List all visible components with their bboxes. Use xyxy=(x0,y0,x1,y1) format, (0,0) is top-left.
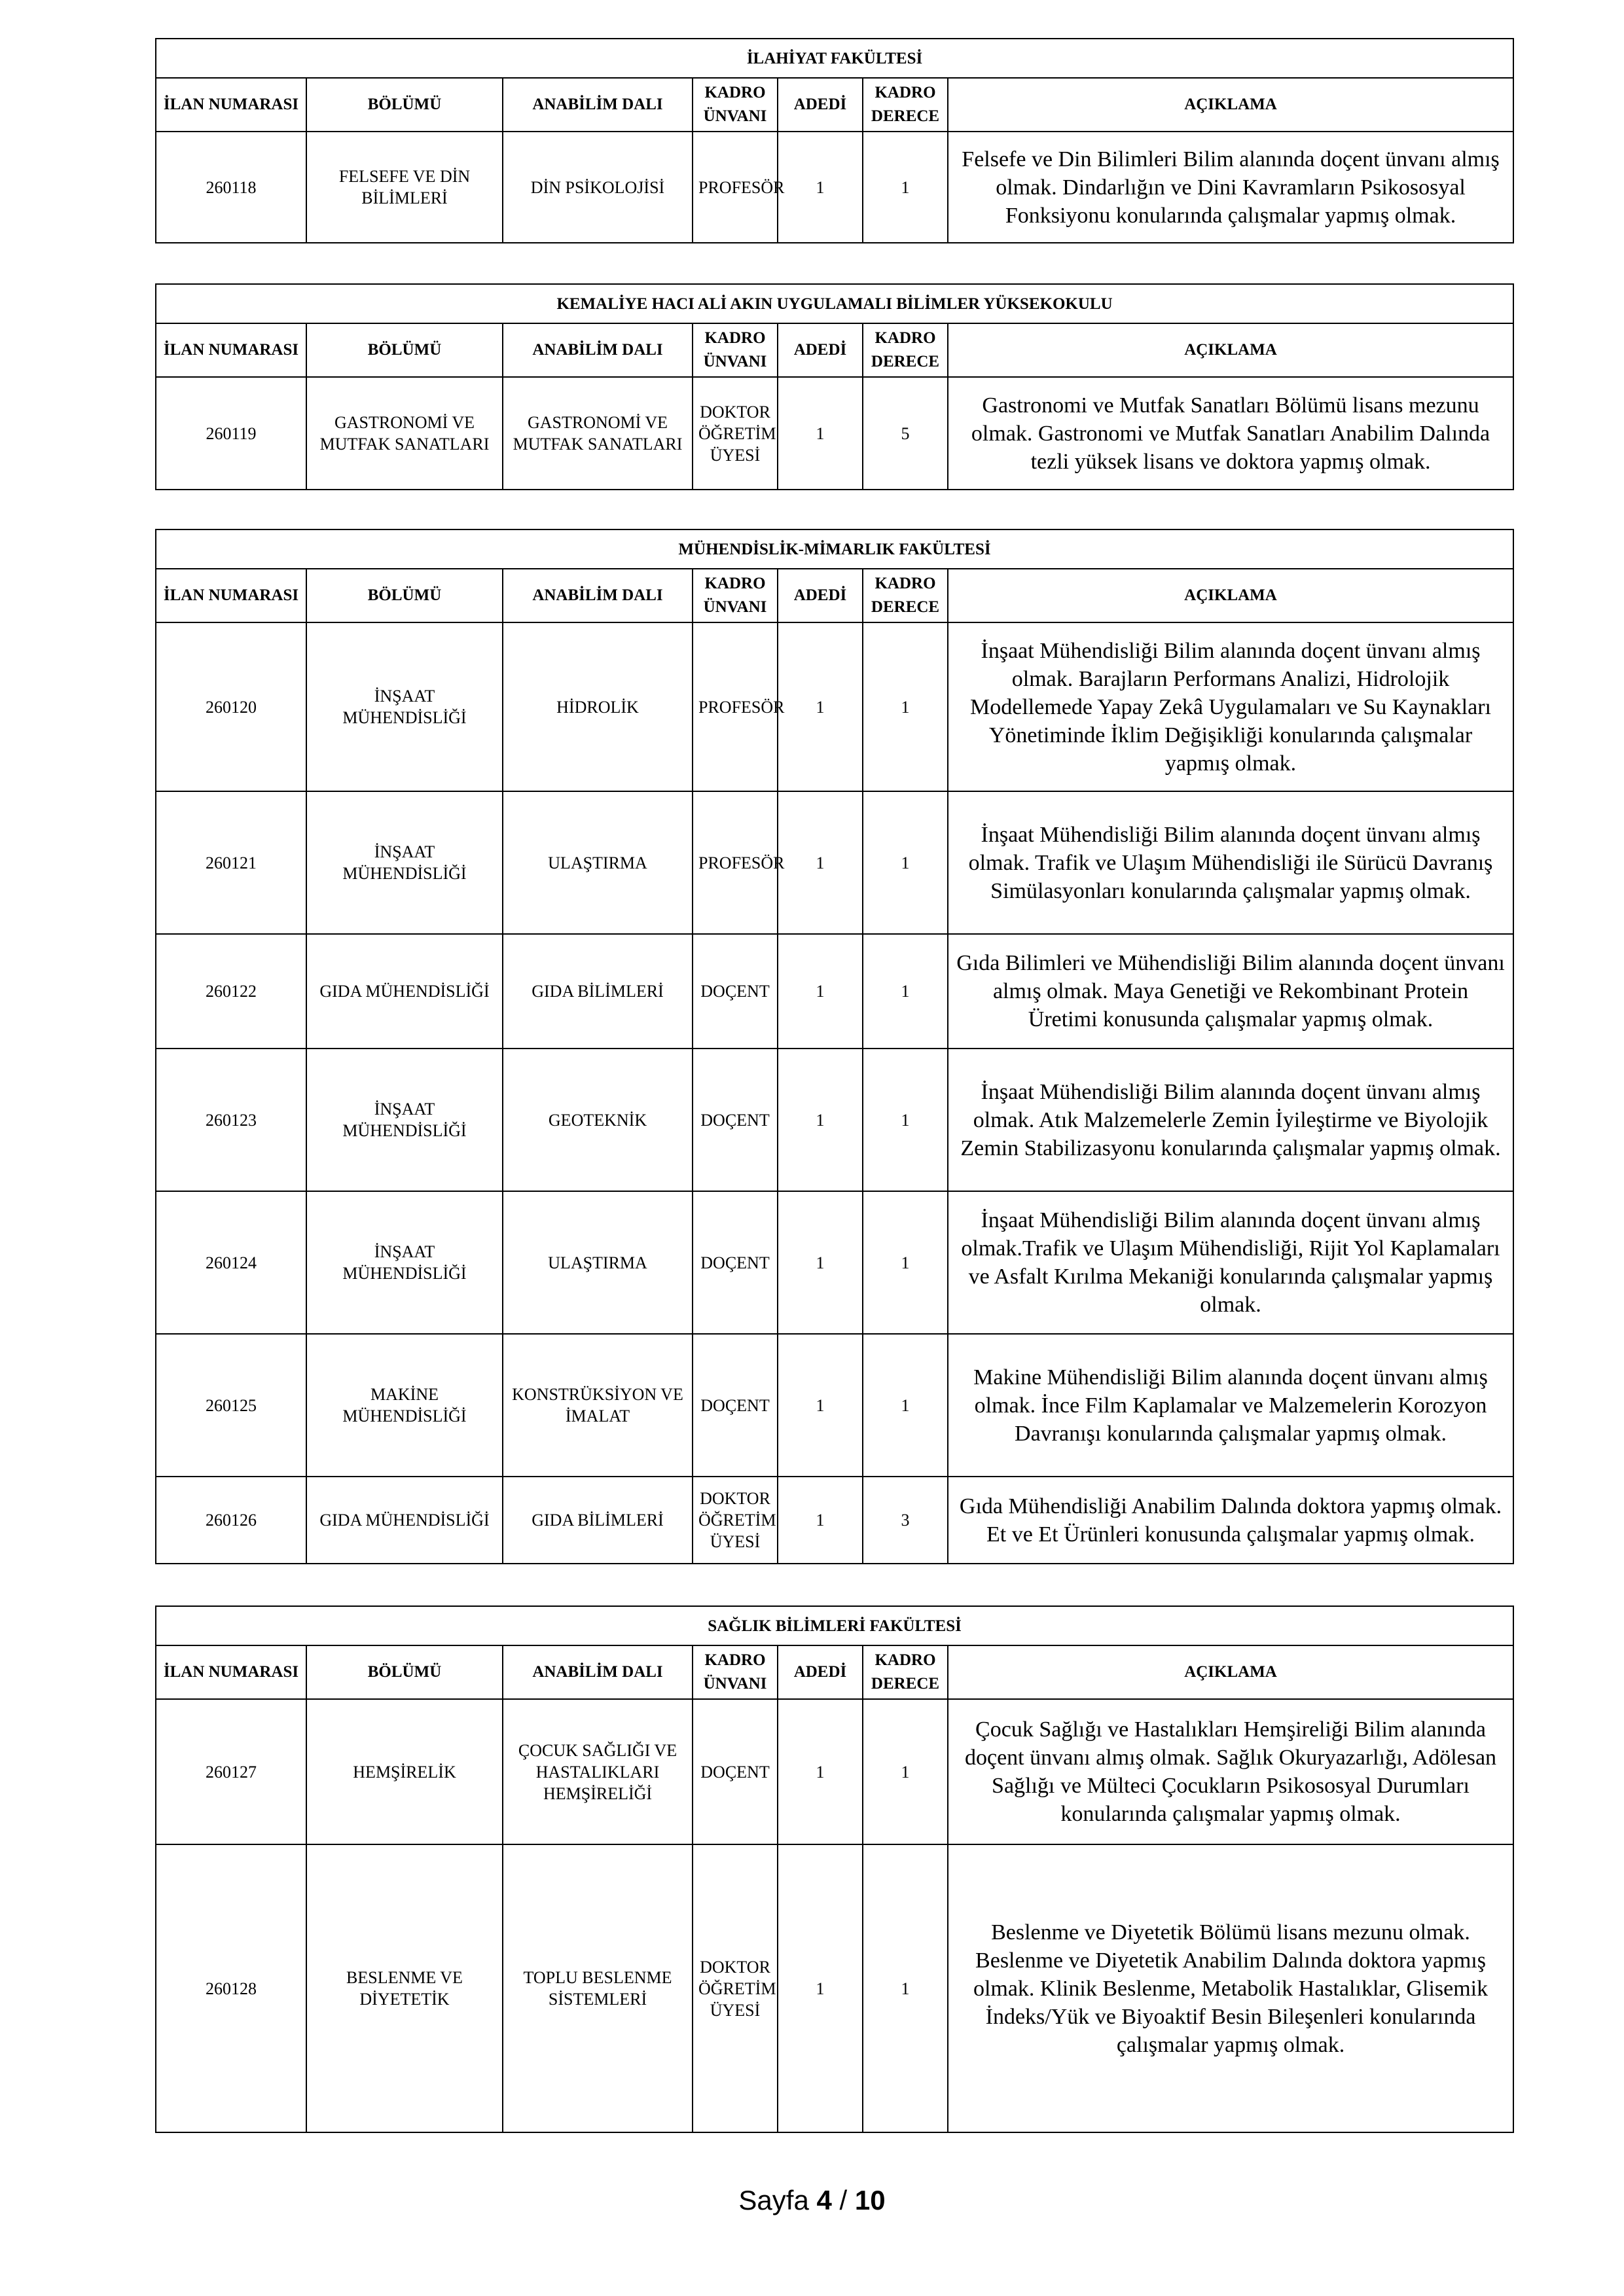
header-adet: ADEDİ xyxy=(778,1645,863,1699)
position-title: PROFESÖR xyxy=(693,132,778,243)
degree: 1 xyxy=(863,1191,948,1334)
position-title: DOÇENT xyxy=(693,1191,778,1334)
position-title: DOKTOR ÖĞRETİM ÜYESİ xyxy=(693,377,778,490)
table-row xyxy=(156,934,1513,1049)
header-adet: ADEDİ xyxy=(778,569,863,622)
page-number xyxy=(0,2185,1624,2216)
description: Makine Mühendisliği Bilim alanında doçent ünvanı almış olmak. İnce Film Kaplamalar ve Malzemelerin Korozyon Davranışı konularında çalışmalar yapmış olmak. xyxy=(948,1334,1513,1477)
section-saglik xyxy=(155,1605,1513,2133)
section-muhendislik xyxy=(155,529,1513,1564)
division: ÇOCUK SAĞLIĞI VE HASTALIKLARI HEMŞİRELİĞİ xyxy=(503,1699,693,1844)
current-page: 4 xyxy=(816,2185,832,2215)
count: 1 xyxy=(778,1844,863,2132)
count: 1 xyxy=(778,1477,863,1564)
position-title: DOÇENT xyxy=(693,1699,778,1844)
header-aciklama: AÇIKLAMA xyxy=(948,323,1513,377)
count: 1 xyxy=(778,1191,863,1334)
position-title: PROFESÖR xyxy=(693,791,778,934)
position-title: DOÇENT xyxy=(693,1049,778,1191)
description: Gıda Bilimleri ve Mühendisliği Bilim alanında doçent ünvanı almış olmak. Maya Genetiği ve Rekombinant Protein Üretimi konusunda çalışmalar yapmış olmak. xyxy=(948,934,1513,1049)
description: İnşaat Mühendisliği Bilim alanında doçent ünvanı almış olmak. Atık Malzemelerle Zemin İyileştirme ve Biyolojik Zemin Stabilizasyonu konularında çalışmalar yapmış olmak. xyxy=(948,1049,1513,1191)
department: İNŞAAT MÜHENDİSLİĞİ xyxy=(306,622,503,791)
description: İnşaat Mühendisliği Bilim alanında doçent ünvanı almış olmak.Trafik ve Ulaşım Mühendisliği, Rijit Yol Kaplamaları ve Asfalt Kırılma Mekaniği konularında çalışmalar yapmış olmak. xyxy=(948,1191,1513,1334)
department: HEMŞİRELİK xyxy=(306,1699,503,1844)
header-bolum: BÖLÜMÜ xyxy=(306,78,503,132)
degree: 1 xyxy=(863,1699,948,1844)
table-row xyxy=(156,1477,1513,1564)
degree: 1 xyxy=(863,1844,948,2132)
table-row xyxy=(156,1049,1513,1191)
ilan-number: 260121 xyxy=(156,791,306,934)
department: İNŞAAT MÜHENDİSLİĞİ xyxy=(306,1049,503,1191)
header-kadro-unvan: KADRO ÜNVANI xyxy=(693,323,778,377)
degree: 1 xyxy=(863,1049,948,1191)
count: 1 xyxy=(778,377,863,490)
header-ilan-no: İLAN NUMARASI xyxy=(156,569,306,622)
table-row xyxy=(156,1191,1513,1334)
count: 1 xyxy=(778,1049,863,1191)
degree: 1 xyxy=(863,934,948,1049)
header-kadro-derece: KADRO DERECE xyxy=(863,569,948,622)
table-row xyxy=(156,622,1513,791)
header-kadro-derece: KADRO DERECE xyxy=(863,1645,948,1699)
division: DİN PSİKOLOJİSİ xyxy=(503,132,693,243)
division: ULAŞTIRMA xyxy=(503,1191,693,1334)
ilan-number: 260128 xyxy=(156,1844,306,2132)
degree: 3 xyxy=(863,1477,948,1564)
count: 1 xyxy=(778,934,863,1049)
description: Felsefe ve Din Bilimleri Bilim alanında doçent ünvanı almış olmak. Dindarlığın ve Dini Kavramların Psikososyal Fonksiyonu konularında çalışmalar yapmış olmak. xyxy=(948,132,1513,243)
division: ULAŞTIRMA xyxy=(503,791,693,934)
section-kemaliye xyxy=(155,283,1513,490)
ilan-number: 260125 xyxy=(156,1334,306,1477)
header-kadro-unvan: KADRO ÜNVANI xyxy=(693,569,778,622)
header-adet: ADEDİ xyxy=(778,78,863,132)
ilan-number: 260127 xyxy=(156,1699,306,1844)
ilan-number: 260122 xyxy=(156,934,306,1049)
department: GASTRONOMİ VE MUTFAK SANATLARI xyxy=(306,377,503,490)
table-row xyxy=(156,791,1513,934)
position-title: DOÇENT xyxy=(693,1334,778,1477)
count: 1 xyxy=(778,132,863,243)
page-label: Sayfa xyxy=(738,2185,809,2215)
position-title: PROFESÖR xyxy=(693,622,778,791)
vacancy-table xyxy=(155,529,1514,1564)
faculty-title: KEMALİYE HACI ALİ AKIN UYGULAMALI BİLİMLER YÜKSEKOKULU xyxy=(156,284,1513,323)
ilan-number: 260119 xyxy=(156,377,306,490)
count: 1 xyxy=(778,791,863,934)
count: 1 xyxy=(778,1334,863,1477)
header-kadro-unvan: KADRO ÜNVANI xyxy=(693,78,778,132)
ilan-number: 260126 xyxy=(156,1477,306,1564)
header-bolum: BÖLÜMÜ xyxy=(306,569,503,622)
degree: 1 xyxy=(863,622,948,791)
count: 1 xyxy=(778,622,863,791)
description: Beslenme ve Diyetetik Bölümü lisans mezunu olmak. Beslenme ve Diyetetik Anabilim Dalında doktora yapmış olmak. Klinik Beslenme, Metabolik Hastalıklar, Glisemik İndeks/Yük ve Biyoaktif Besin Bileşenleri konularında çalışmalar yapmış olmak. xyxy=(948,1844,1513,2132)
department: GIDA MÜHENDİSLİĞİ xyxy=(306,1477,503,1564)
header-anabilim: ANABİLİM DALI xyxy=(503,323,693,377)
ilan-number: 260123 xyxy=(156,1049,306,1191)
department: MAKİNE MÜHENDİSLİĞİ xyxy=(306,1334,503,1477)
division: HİDROLİK xyxy=(503,622,693,791)
degree: 1 xyxy=(863,1334,948,1477)
table-row xyxy=(156,1699,1513,1844)
header-aciklama: AÇIKLAMA xyxy=(948,78,1513,132)
header-aciklama: AÇIKLAMA xyxy=(948,1645,1513,1699)
division: GASTRONOMİ VE MUTFAK SANATLARI xyxy=(503,377,693,490)
table-row xyxy=(156,132,1513,243)
header-kadro-unvan: KADRO ÜNVANI xyxy=(693,1645,778,1699)
section-ilahiyat xyxy=(155,38,1513,243)
position-title: DOKTOR ÖĞRETİM ÜYESİ xyxy=(693,1477,778,1564)
description: Gıda Mühendisliği Anabilim Dalında doktora yapmış olmak. Et ve Et Ürünleri konusunda çalışmalar yapmış olmak. xyxy=(948,1477,1513,1564)
position-title: DOKTOR ÖĞRETİM ÜYESİ xyxy=(693,1844,778,2132)
description: İnşaat Mühendisliği Bilim alanında doçent ünvanı almış olmak. Trafik ve Ulaşım Mühendisliği ile Sürücü Davranış Simülasyonları konularında çalışmalar yapmış olmak. xyxy=(948,791,1513,934)
ilan-number: 260120 xyxy=(156,622,306,791)
header-bolum: BÖLÜMÜ xyxy=(306,1645,503,1699)
header-anabilim: ANABİLİM DALI xyxy=(503,569,693,622)
header-adet: ADEDİ xyxy=(778,323,863,377)
department: İNŞAAT MÜHENDİSLİĞİ xyxy=(306,791,503,934)
header-kadro-derece: KADRO DERECE xyxy=(863,323,948,377)
department: İNŞAAT MÜHENDİSLİĞİ xyxy=(306,1191,503,1334)
department: BESLENME VE DİYETETİK xyxy=(306,1844,503,2132)
degree: 1 xyxy=(863,132,948,243)
degree: 1 xyxy=(863,791,948,934)
header-ilan-no: İLAN NUMARASI xyxy=(156,78,306,132)
description: Gastronomi ve Mutfak Sanatları Bölümü lisans mezunu olmak. Gastronomi ve Mutfak Sanatları Anabilim Dalında tezli yüksek lisans ve doktora yapmış olmak. xyxy=(948,377,1513,490)
header-ilan-no: İLAN NUMARASI xyxy=(156,323,306,377)
header-ilan-no: İLAN NUMARASI xyxy=(156,1645,306,1699)
page-separator: / xyxy=(839,2185,848,2215)
faculty-title: SAĞLIK BİLİMLERİ FAKÜLTESİ xyxy=(156,1606,1513,1645)
table-row xyxy=(156,377,1513,490)
table-row xyxy=(156,1844,1513,2132)
division: GIDA BİLİMLERİ xyxy=(503,934,693,1049)
vacancy-table xyxy=(155,283,1514,490)
vacancy-table xyxy=(155,38,1514,243)
department: FELSEFE VE DİN BİLİMLERİ xyxy=(306,132,503,243)
header-anabilim: ANABİLİM DALI xyxy=(503,78,693,132)
header-kadro-derece: KADRO DERECE xyxy=(863,78,948,132)
table-row xyxy=(156,1334,1513,1477)
description: Çocuk Sağlığı ve Hastalıkları Hemşireliği Bilim alanında doçent ünvanı almış olmak. Sağlık Okuryazarlığı, Adölesan Sağlığı ve Mülteci Çocukların Psikososyal Durumları konularında çalışmalar yapmış olmak. xyxy=(948,1699,1513,1844)
degree: 5 xyxy=(863,377,948,490)
division: GIDA BİLİMLERİ xyxy=(503,1477,693,1564)
ilan-number: 260118 xyxy=(156,132,306,243)
faculty-title: İLAHİYAT FAKÜLTESİ xyxy=(156,39,1513,78)
division: TOPLU BESLENME SİSTEMLERİ xyxy=(503,1844,693,2132)
ilan-number: 260124 xyxy=(156,1191,306,1334)
department: GIDA MÜHENDİSLİĞİ xyxy=(306,934,503,1049)
faculty-title: MÜHENDİSLİK-MİMARLIK FAKÜLTESİ xyxy=(156,529,1513,569)
description: İnşaat Mühendisliği Bilim alanında doçent ünvanı almış olmak. Barajların Performans Analizi, Hidrolojik Modellemede Yapay Zekâ Uygulamaları ve Su Kaynakları Yönetiminde İklim Değişikliği konularında çalışmalar yapmış olmak. xyxy=(948,622,1513,791)
division: GEOTEKNİK xyxy=(503,1049,693,1191)
vacancy-table xyxy=(155,1605,1514,2133)
position-title: DOÇENT xyxy=(693,934,778,1049)
count: 1 xyxy=(778,1699,863,1844)
header-anabilim: ANABİLİM DALI xyxy=(503,1645,693,1699)
total-pages: 10 xyxy=(854,2185,886,2215)
header-aciklama: AÇIKLAMA xyxy=(948,569,1513,622)
division: KONSTRÜKSİYON VE İMALAT xyxy=(503,1334,693,1477)
header-bolum: BÖLÜMÜ xyxy=(306,323,503,377)
